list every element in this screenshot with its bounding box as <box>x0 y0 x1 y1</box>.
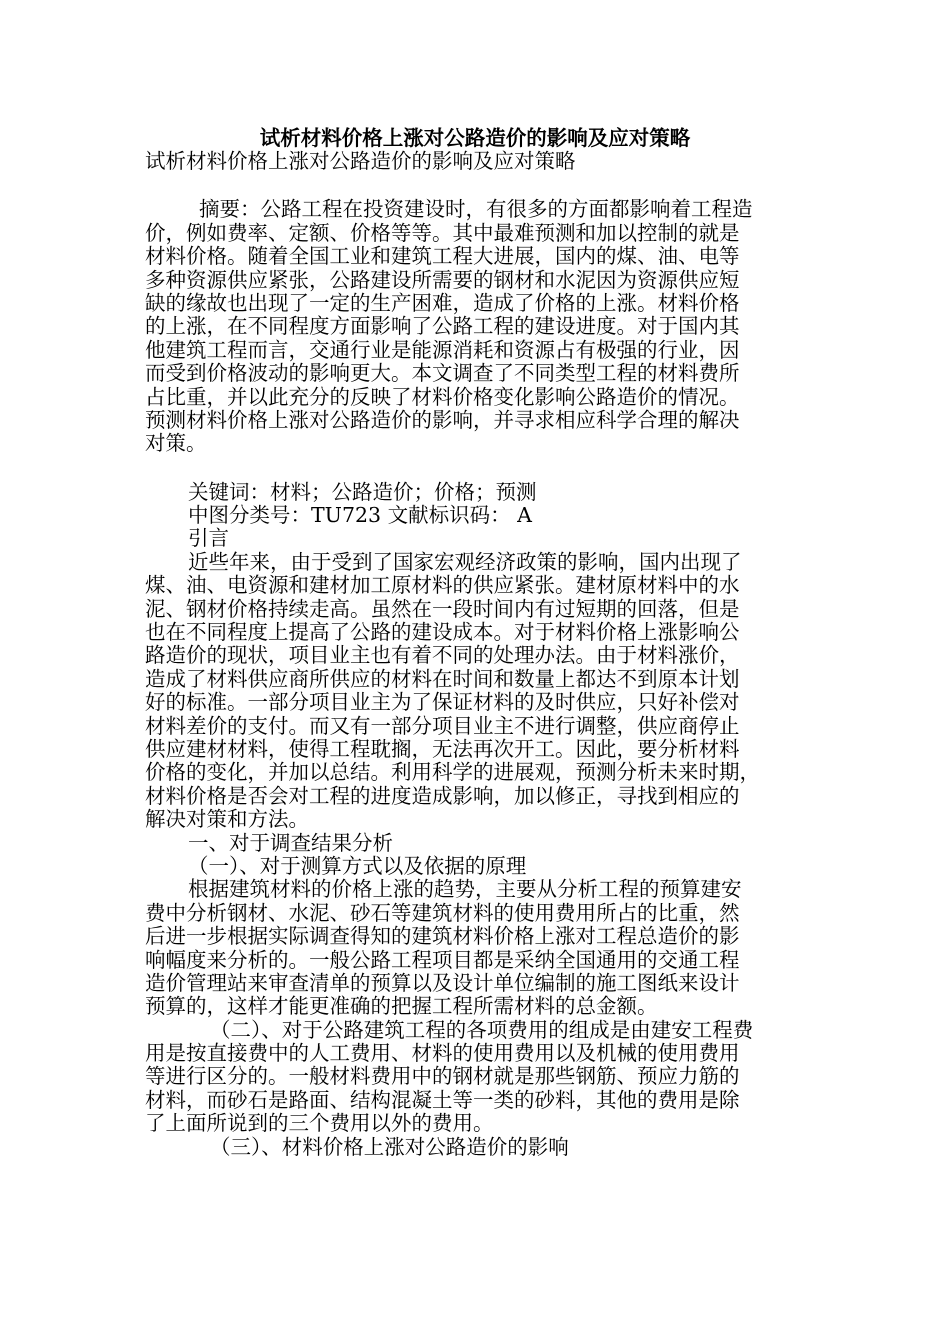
paragraph-line: 了上面所说到的三个费用以外的费用。 <box>145 1112 494 1136</box>
intro-line: 也在不同程度上提高了公路的建设成本。对于材料价格上涨影响公 <box>145 621 740 645</box>
abstract-line: 缺的缘故也出现了一定的生产困难，造成了价格的上涨。材料价格 <box>145 291 740 315</box>
abstract-line: 材料价格。随着全国工业和建筑工程大进展，国内的煤、油、电等 <box>145 245 740 269</box>
intro-line: 材料价格是否会对工程的进度造成影响，加以修正，寻找到相应的 <box>145 784 740 808</box>
abstract-line: 占比重，并以此充分的反映了材料价格变化影响公路造价的情况。 <box>145 385 740 409</box>
abstract-line: 的上涨，在不同程度方面影响了公路工程的建设进度。对于国内其 <box>145 315 740 339</box>
intro-line: 煤、油、电资源和建材加工原材料的供应紧张。建材原材料中的水 <box>145 574 740 598</box>
abstract-line: 他建筑工程而言，交通行业是能源消耗和资源占有极强的行业，因 <box>145 338 740 362</box>
intro-line: 好的标准。一部分项目业主为了保证材料的及时供应，只好补偿对 <box>145 691 740 715</box>
classification-line: 中图分类号：TU723 文献标识码： A <box>188 504 532 528</box>
intro-line: 近些年来，由于受到了国家宏观经济政策的影响，国内出现了 <box>188 550 742 574</box>
section-heading: 一、对于调查结果分析 <box>188 831 393 855</box>
abstract-paragraph <box>145 198 810 455</box>
paragraph-line: 根据建筑材料的价格上涨的趋势，主要从分析工程的预算建安 <box>188 878 742 902</box>
paragraph-line: 用是按直接费中的人工费用、材料的使用费用以及机械的使用费用 <box>145 1042 740 1066</box>
document-body <box>145 150 810 1159</box>
abstract-line: 对策。 <box>145 432 207 456</box>
intro-line: 造成了材料供应商所供应的材料在时间和数量上都达不到原本计划 <box>145 667 740 691</box>
abstract-line: 多种资源供应紧张，公路建设所需要的钢材和水泥因为资源供应短 <box>145 268 740 292</box>
abstract-line: 摘要：公路工程在投资建设时，有很多的方面都影响着工程造 <box>199 198 753 222</box>
paragraph-line: （二）、对于公路建筑工程的各项费用的组成是由建安工程费 <box>210 1018 754 1042</box>
subsection-2-paragraph <box>145 1019 810 1136</box>
document-title: 试析材料价格上涨对公路造价的影响及应对策略 <box>259 126 691 150</box>
blank-line <box>145 456 810 481</box>
subsection-heading: （三）、材料价格上涨对公路造价的影响 <box>210 1135 569 1159</box>
intro-line: 供应建材材料，使得工程耽搁，无法再次开工。因此，要分析材料 <box>145 737 740 761</box>
intro-heading: 引言 <box>188 527 229 551</box>
paragraph-line: 预算的，这样才能更准确的把握工程所需材料的总金额。 <box>145 995 658 1019</box>
intro-line: 路造价的现状，项目业主也有着不同的处理办法。由于材料涨价， <box>145 644 740 668</box>
blank-line <box>145 173 810 198</box>
paragraph-line: 等进行区分的。一般材料费用中的钢材就是那些钢筋、预应力筋的 <box>145 1065 740 1089</box>
intro-line: 价格的变化，并加以总结。利用科学的进展观，预测分析未来时期， <box>145 761 760 785</box>
abstract-line: 预测材料价格上涨对公路造价的影响，并寻求相应科学合理的解决 <box>145 408 740 432</box>
paragraph-line: 材料，而砂石是路面、结构混凝土等一类的砂料，其他的费用是除 <box>145 1088 740 1112</box>
abstract-line: 价，例如费率、定额、价格等等。其中最难预测和加以控制的就是 <box>145 221 740 245</box>
subsection-1-paragraph <box>145 878 810 1018</box>
intro-line: 解决对策和方法。 <box>145 808 309 832</box>
paragraph-line: 费中分析钢材、水泥、砂石等建筑材料的使用费用所占的比重，然 <box>145 901 740 925</box>
document-subtitle: 试析材料价格上涨对公路造价的影响及应对策略 <box>145 150 576 173</box>
intro-paragraph <box>145 551 810 832</box>
intro-line: 材料差价的支付。而又有一部分项目业主不进行调整，供应商停止 <box>145 714 740 738</box>
paragraph-line: 造价管理站来审查清单的预算以及设计单位编制的施工图纸来设计 <box>145 971 740 995</box>
intro-line: 泥、钢材价格持续走高。虽然在一段时间内有过短期的回落，但是 <box>145 597 740 621</box>
subsection-heading: （一）、对于测算方式以及依据的原理 <box>188 854 527 878</box>
abstract-line: 而受到价格波动的影响更大。本文调查了不同类型工程的材料费所 <box>145 362 740 386</box>
keywords-line: 关键词：材料；公路造价；价格；预测 <box>188 480 537 504</box>
paragraph-line: 后进一步根据实际调查得知的建筑材料价格上涨对工程总造价的影 <box>145 925 740 949</box>
paragraph-line: 响幅度来分析的。一般公路工程项目都是采纳全国通用的交通工程 <box>145 948 740 972</box>
